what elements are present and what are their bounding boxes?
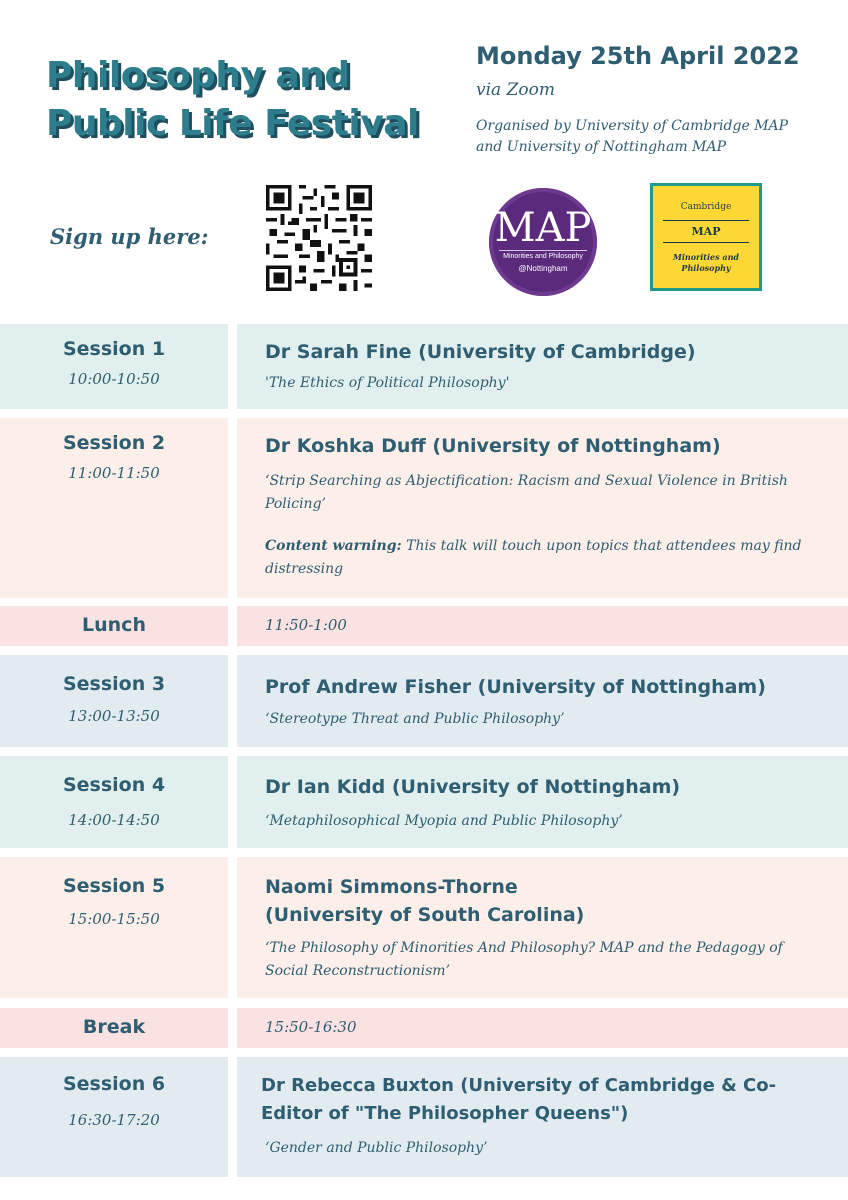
session-row-2 <box>0 418 848 598</box>
session-1-left <box>0 324 228 409</box>
session-label: Session 2 <box>62 432 166 454</box>
session-time: 13:00-13:50 <box>68 707 160 725</box>
session-details <box>237 418 848 598</box>
session-details <box>237 756 848 848</box>
cambridge-logo-line-2: MAP <box>663 220 749 243</box>
session-label: Session 4 <box>62 774 166 796</box>
talk-title: ‘Gender and Public Philosophy’ <box>265 1140 488 1156</box>
nottingham-map-logo-subtitle: Minorities and Philosophy <box>499 250 587 260</box>
title-line-1: Philosophy and <box>46 55 350 96</box>
cambridge-map-logo <box>650 183 762 291</box>
nottingham-map-logo <box>489 188 597 296</box>
lunch-label: Lunch <box>82 614 146 636</box>
event-date: Monday 25th April 2022 <box>476 42 800 70</box>
session-details <box>237 857 848 998</box>
talk-title: ‘Stereotype Threat and Public Philosophy’ <box>265 711 565 727</box>
session-time: 15:00-15:50 <box>68 910 160 928</box>
session-row-3 <box>0 655 848 747</box>
title-line-2: Public Life Festival <box>46 103 419 144</box>
cambridge-logo-line-3a: Minorities and <box>672 252 739 262</box>
talk-title: ‘Strip Searching as Abjectification: Racism and Sexual Violence in British Policing’ <box>265 473 788 512</box>
signup-label: Sign up here: <box>50 224 209 249</box>
content-warning-text: This talk will touch upon topics that attendees may find distressing <box>265 538 802 577</box>
break-time: 15:50-16:30 <box>265 1018 357 1036</box>
session-label: Session 6 <box>62 1073 166 1095</box>
cambridge-logo-line-1: Cambridge <box>680 202 732 212</box>
nottingham-map-logo-handle: @Nottingham <box>518 264 568 273</box>
session-row-5 <box>0 857 848 998</box>
session-details <box>237 1057 848 1177</box>
session-time: 10:00-10:50 <box>68 370 160 388</box>
session-label: Session 5 <box>62 875 166 897</box>
session-label: Session 1 <box>62 338 166 360</box>
session-row-4 <box>0 756 848 848</box>
speaker-name: Dr Rebecca Buxton (University of Cambridge & Co-Editor of "The Philosopher Queens") <box>261 1075 777 1124</box>
lunch-row <box>0 606 848 646</box>
session-details <box>237 324 848 409</box>
talk-title: 'The Ethics of Political Philosophy' <box>265 375 510 391</box>
session-label: Session 3 <box>62 673 166 695</box>
content-warning-label: Content warning: <box>265 538 402 554</box>
speaker-name: Dr Ian Kidd (University of Nottingham) <box>265 776 681 798</box>
session-details <box>237 655 848 747</box>
speaker-name: Dr Koshka Duff (University of Nottingham) <box>265 435 721 457</box>
nottingham-map-logo-text: MAP <box>494 205 592 251</box>
signup-qr-code[interactable] <box>266 185 372 291</box>
organisers-line-1: Organised by University of Cambridge MAP <box>476 118 789 134</box>
session-row-6 <box>0 1057 848 1177</box>
event-venue: via Zoom <box>476 80 555 100</box>
organisers-line-2: and University of Nottingham MAP <box>476 139 727 155</box>
session-row-1 <box>0 324 848 409</box>
speaker-name: Prof Andrew Fisher (University of Nottingham) <box>265 676 766 698</box>
session-time: 11:00-11:50 <box>68 464 160 482</box>
talk-title: ‘The Philosophy of Minorities And Philosophy? MAP and the Pedagogy of Social Reconstructionism’ <box>265 940 783 979</box>
speaker-name: Dr Sarah Fine (University of Cambridge) <box>265 341 696 363</box>
session-time: 16:30-17:20 <box>68 1111 160 1129</box>
speaker-name <box>265 873 828 929</box>
talk-title: ‘Metaphilosophical Myopia and Public Philosophy’ <box>265 813 623 829</box>
session-4-left <box>0 756 228 848</box>
speaker-name-line-1: Naomi Simmons-Thorne <box>265 876 518 898</box>
lunch-time: 11:50-1:00 <box>265 616 347 634</box>
cambridge-logo-line-3b: Philosophy <box>681 263 731 273</box>
session-time: 14:00-14:50 <box>68 811 160 829</box>
break-row <box>0 1008 848 1048</box>
page-title <box>46 52 419 148</box>
session-3-left <box>0 655 228 747</box>
break-label: Break <box>82 1016 146 1038</box>
cambridge-logo-line-3 <box>653 252 759 274</box>
speaker-name-line-2: (University of South Carolina) <box>265 904 585 926</box>
content-warning <box>265 535 818 581</box>
organisers <box>476 116 836 158</box>
